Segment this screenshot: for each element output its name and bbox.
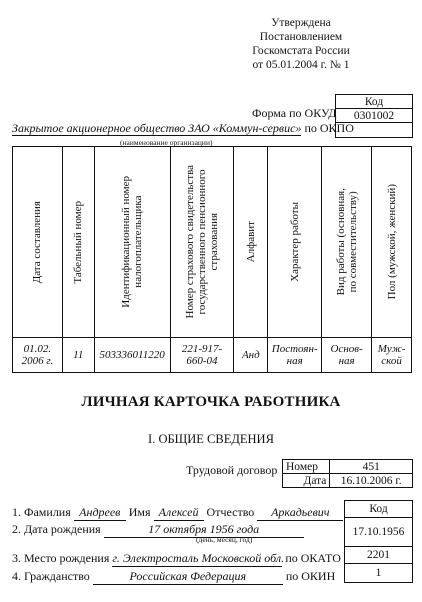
birth-date-label: 2. Дата рождения [12,522,101,536]
header-snils: Номер страхового свидетельства государственного пенсионного страхования [170,147,234,338]
name-label: Имя [128,505,151,519]
value-alphabet[interactable]: Анд [234,338,268,373]
approval-line: от 05.01.2004 г. № 1 [252,59,350,71]
contract-date[interactable]: 16.10.2006 г. [330,474,413,488]
birthplace-row [12,551,341,567]
header-alphabet: Алфавит [234,147,268,338]
patronymic-label: Отчество [206,505,255,519]
value-tab-number[interactable]: 11 [62,338,94,373]
value-gender[interactable]: Муж- ской [372,338,412,373]
header-tab-number: Табельный номер [62,147,94,338]
okpo-label: по ОКПО [304,121,354,135]
citizenship-row [12,569,335,585]
header-inn: Идентификационный номер налогоплательщика [94,147,170,338]
contract-number-label: Номер [283,460,330,474]
section-title: I. ОБЩИЕ СВЕДЕНИЯ [148,432,274,446]
organization-caption: (наименование организации) [120,138,213,147]
citizenship-label: 4. Гражданство [12,569,90,583]
value-work-type[interactable]: Основ- ная [322,338,372,373]
value-date[interactable]: 01.02. 2006 г. [13,338,63,373]
approval-line: Утверждена [271,17,331,29]
name-field[interactable]: Алексей [154,505,204,521]
birth-date-row [12,522,304,538]
birth-date-caption: (день, месяц, год) [196,535,253,544]
birth-date-code[interactable]: 17.10.1956 [345,518,413,547]
organization-line [12,121,354,136]
header-gender: Пол (мужской, женский) [372,147,412,338]
contract-number[interactable]: 451 [330,460,413,474]
code-header: Код [336,95,413,109]
approval-stamp [236,16,366,72]
contract-label: Трудовой договор [186,463,278,477]
header-date: Дата составления [13,147,63,338]
surname-field[interactable]: Андреев [74,505,126,521]
value-work-character[interactable]: Постоян- ная [268,338,322,373]
okato-label: по ОКАТО [285,551,341,565]
okud-label: Форма по ОКУД [252,106,337,120]
okato-code[interactable]: 2201 [345,547,413,564]
fio-row [12,505,343,521]
patronymic-field[interactable]: Аркадьевич [257,505,343,521]
contract-table [282,459,413,488]
header-work-character: Характер работы [268,147,322,338]
approval-line: Госкомстата России [252,45,350,57]
value-inn[interactable]: 503336011220 [94,338,170,373]
document-title: ЛИЧНАЯ КАРТОЧКА РАБОТНИКА [81,394,341,410]
surname-label: 1. Фамилия [12,505,71,519]
okin-label: по ОКИН [285,569,336,583]
person-codes-header: Код [345,501,413,518]
organization-name[interactable]: Закрытое акционерное общество ЗАО «Коммун-сервис» [12,121,302,135]
okud-code: 0301002 [336,109,413,123]
approval-line: Постановлением [259,31,343,43]
value-snils[interactable]: 221-917- 660-04 [170,338,234,373]
birth-date-field[interactable]: 17 октября 1956 года [104,522,304,538]
okin-code[interactable]: 1 [345,564,413,583]
person-codes-table [344,500,413,583]
employee-summary-table [12,146,412,373]
contract-date-label: Дата [283,474,330,488]
citizenship-field[interactable]: Российская Федерация [93,569,283,585]
header-work-type: Вид работы (основная, по совместительству) [322,147,372,338]
birthplace-field[interactable]: г. Электросталь Московской обл. [112,551,285,565]
birthplace-label: 3. Место рождения [12,551,110,565]
